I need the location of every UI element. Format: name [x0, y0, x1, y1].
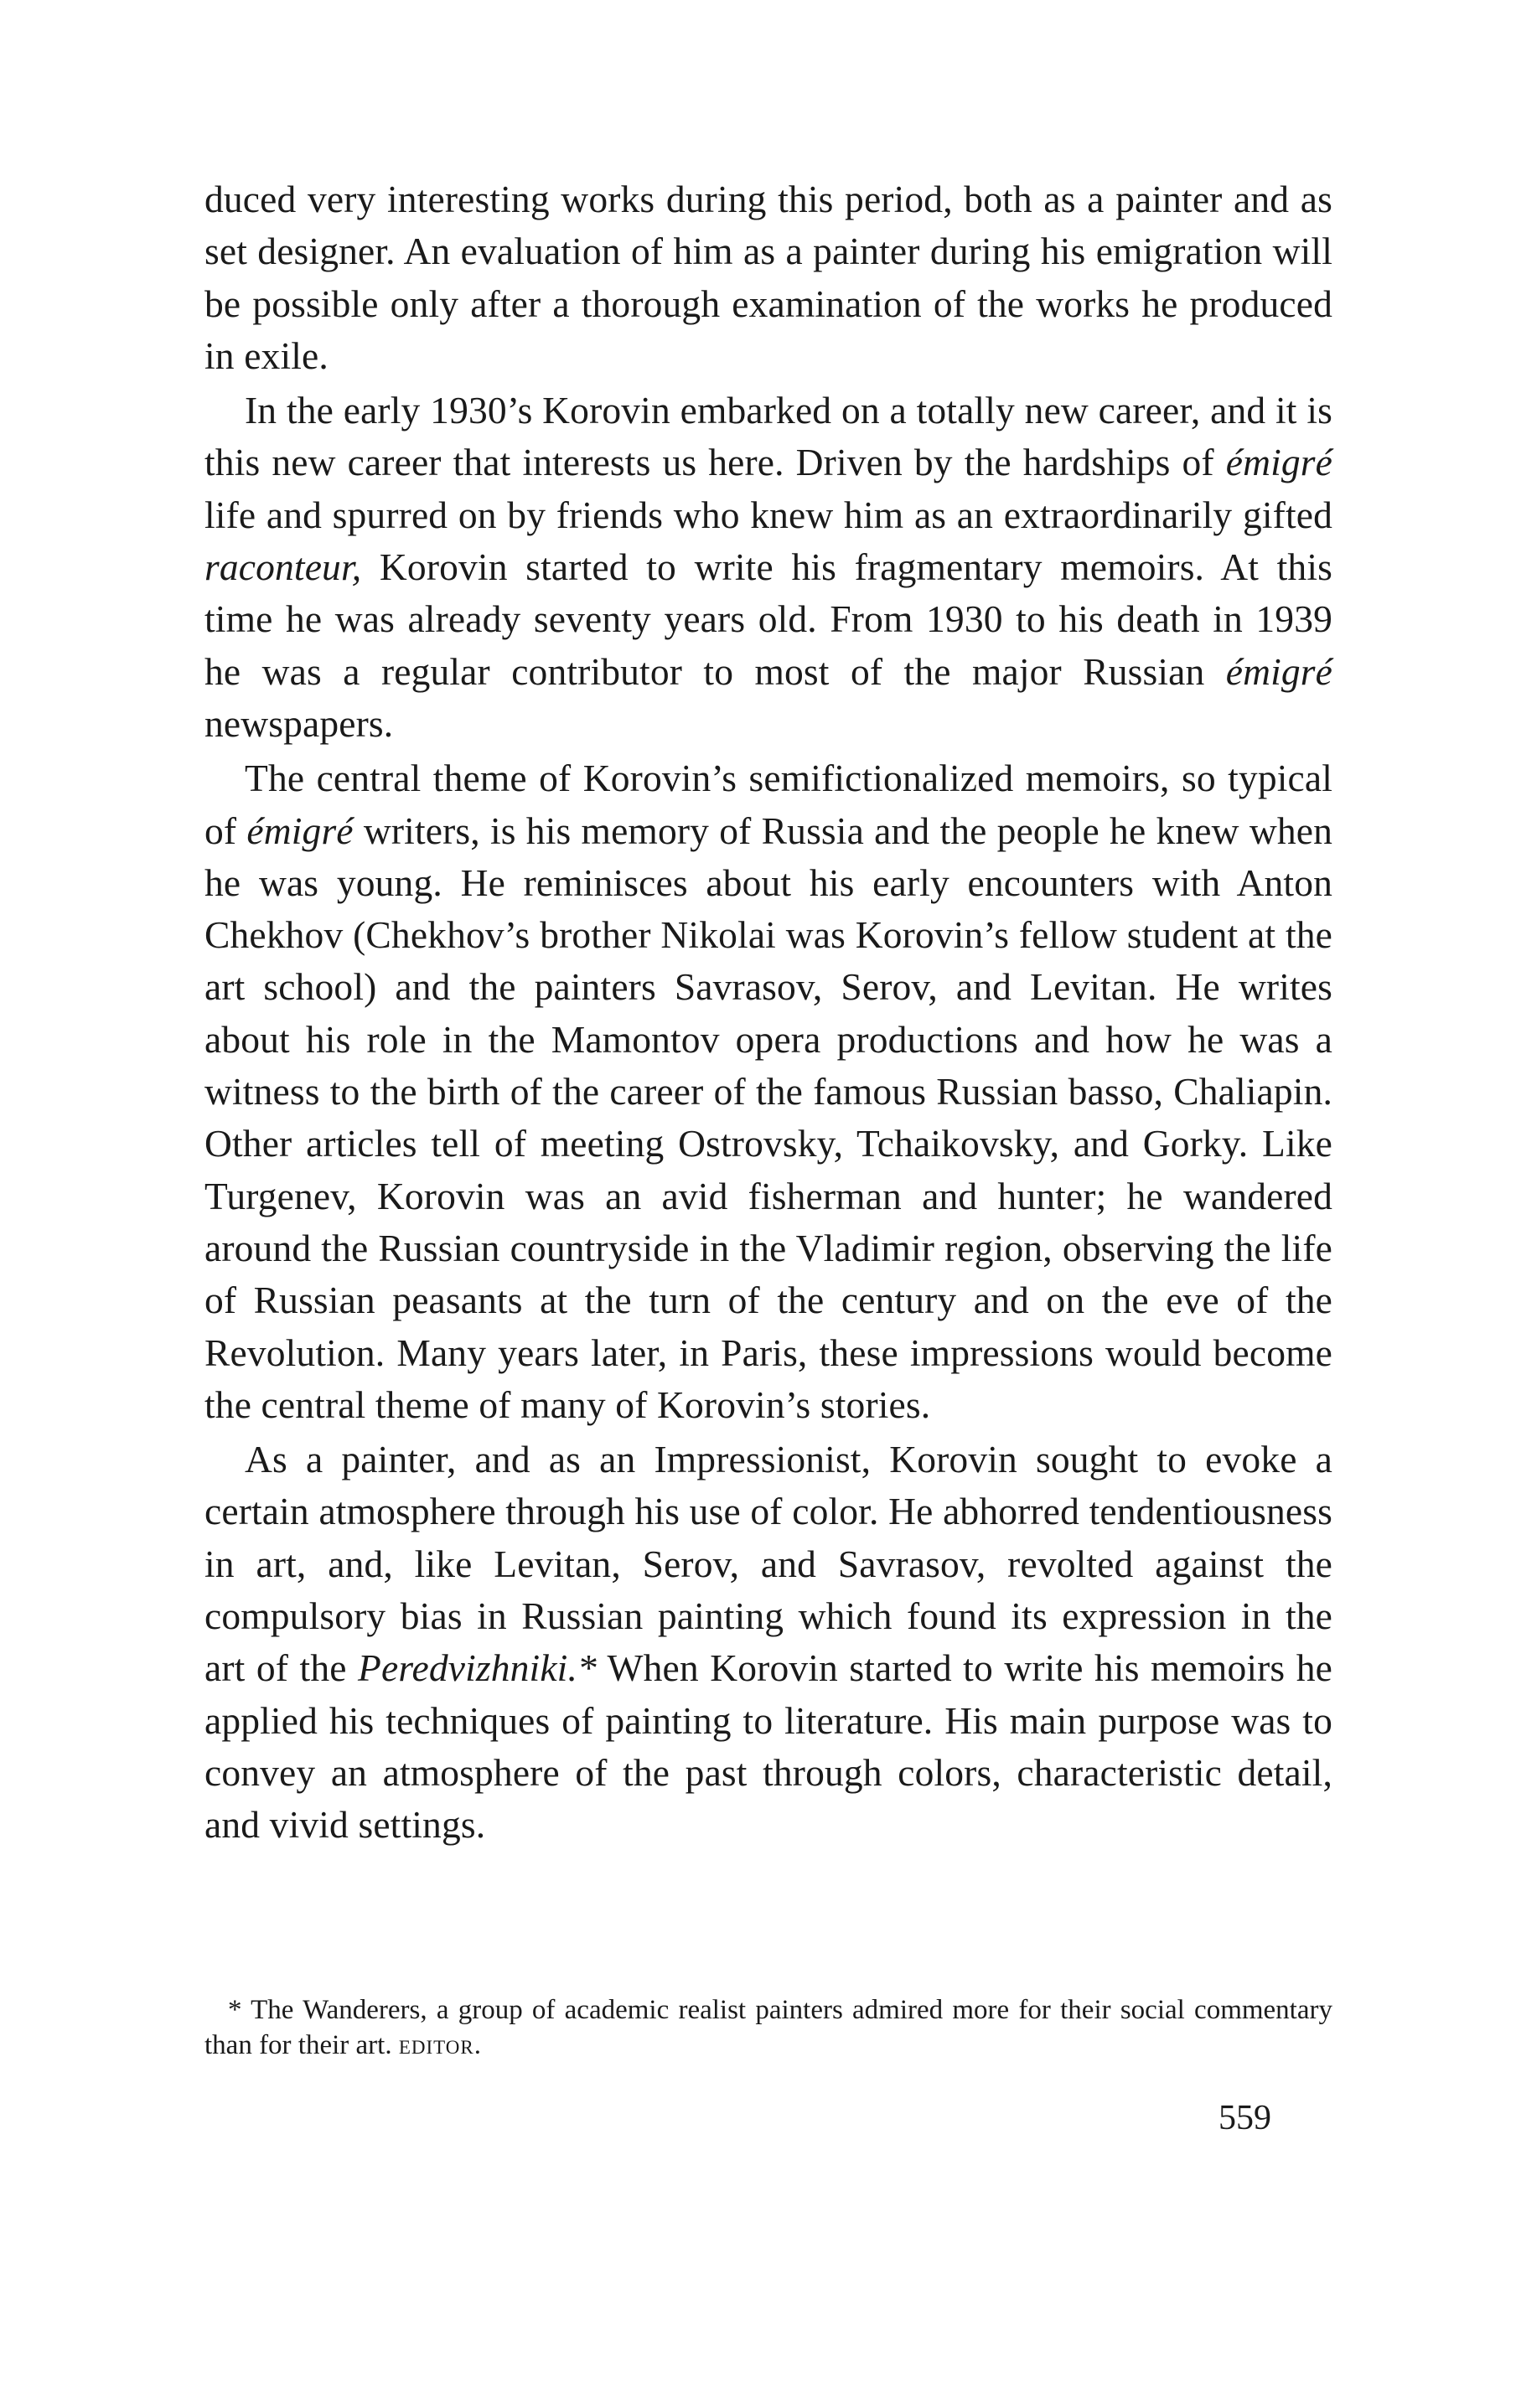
paragraph-text: duced very interesting works during this period, both as a painter and as set designer. An evaluation of him as a painter during his emigration will be possible only after a thorough examination of the works he produced in exile.	[204, 178, 1332, 377]
footnote-attribution: editor.	[398, 2030, 482, 2060]
italic-text: Peredvizhniki.*	[358, 1646, 597, 1690]
body-text	[204, 173, 1332, 1852]
paragraph	[204, 1434, 1332, 1851]
paragraph-text: In the early 1930’s Korovin embarked on a totally new career, and it is this new career that interests us here. Driven by the hardships of	[204, 389, 1332, 484]
paragraph-text: Korovin started to write his fragmentary memoirs. At this time he was already seventy years old. From 1930 to his death in 1939 he was a regular contributor to most of the major Russian	[204, 545, 1332, 693]
paragraph-text: newspapers.	[204, 701, 394, 745]
paragraph-text: The central theme of Korovin’s semifictionalized memoirs, so typical of	[204, 757, 1332, 852]
paragraph	[204, 385, 1332, 750]
paragraph-text: When Korovin started to write his memoirs he applied his techniques of painting to literature. His main purpose was to convey an atmosphere of the past through colors, characteristic detail, and vivid settings.	[204, 1646, 1332, 1847]
footnote	[204, 1992, 1332, 2063]
paragraph-text: As a painter, and as an Impressionist, Korovin sought to evoke a certain atmosphere through his use of color. He abhorred tendentiousness in art, and, like Levitan, Serov, and Savrasov, revolted against the compulsory bias in Russian painting which found its expression in the art of the	[204, 1438, 1332, 1690]
paragraph	[204, 173, 1332, 382]
italic-text: émigré	[246, 809, 354, 852]
italic-text: émigré	[1225, 649, 1332, 693]
italic-text: raconteur,	[204, 545, 362, 589]
page-number: 559	[1218, 2099, 1271, 2137]
paragraph-text: life and spurred on by friends who knew him as an extraordinarily gifted	[204, 493, 1332, 536]
italic-text: émigré	[1225, 441, 1332, 484]
paragraph-text: writers, is his memory of Russia and the people he knew when he was young. He reminisces about his early encounters with Anton Chekhov (Chekhov’s brother Nikolai was Korovin’s fellow student at the art school) and the painters Savrasov, Serov, and Levitan. He writes about his role in the Mamontov opera productions and how he was a witness to the birth of the career of the famous Russian basso, Chaliapin. Other articles tell of meeting Ostrovsky, Tchaikovsky, and Gorky. Like Turgenev, Korovin was an avid fisherman and hunter; he wandered around the Russian countryside in the Vladimir region, observing the life of Russian peasants at the turn of the century and on the eve of the Revolution. Many years later, in Paris, these impressions would become the central theme of many of Korovin’s stories.	[204, 809, 1332, 1426]
footnote-text: * The Wanderers, a group of academic realist painters admired more for their social commentary than for their art.	[204, 1995, 1332, 2060]
paragraph	[204, 752, 1332, 1431]
